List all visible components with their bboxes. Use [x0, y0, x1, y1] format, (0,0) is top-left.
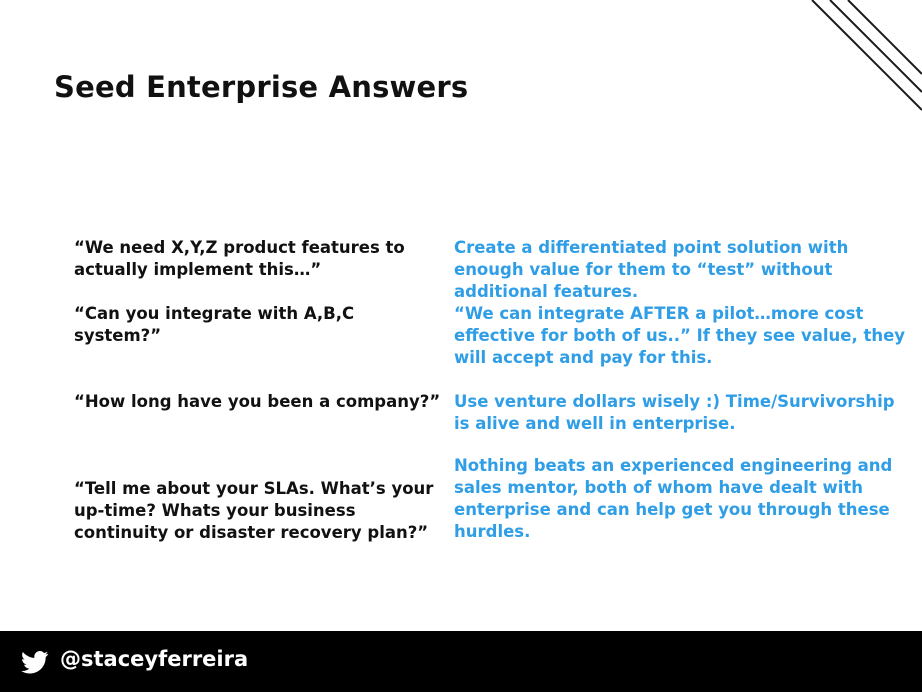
question-4: “Tell me about your SLAs. What’s your up-time? Whats your business continuity or disaster recovery plan?” — [74, 479, 434, 542]
question-3: “How long have you been a company?” — [74, 392, 441, 411]
footer-bar — [0, 631, 922, 692]
answer-1: Create a differentiated point solution with enough value for them to “test” without additional features. — [454, 238, 849, 301]
twitter-handle: @staceyferreira — [60, 647, 249, 671]
question-2: “Can you integrate with A,B,C system?” — [74, 304, 355, 345]
twitter-icon — [21, 651, 49, 674]
question-1: “We need X,Y,Z product features to actually implement this…” — [74, 238, 405, 279]
slide-title: Seed Enterprise Answers — [54, 70, 469, 104]
answer-4: Nothing beats an experienced engineering and sales mentor, both of whom have dealt with enterprise and can help get you through these hurdles. — [454, 456, 893, 541]
answer-2: “We can integrate AFTER a pilot…more cost effective for both of us..” If they see value, they will accept and pay for this. — [454, 304, 906, 367]
corner-stripes-decoration — [792, 0, 922, 130]
answer-3: Use venture dollars wisely :) Time/Survivorship is alive and well in enterprise. — [454, 392, 895, 433]
